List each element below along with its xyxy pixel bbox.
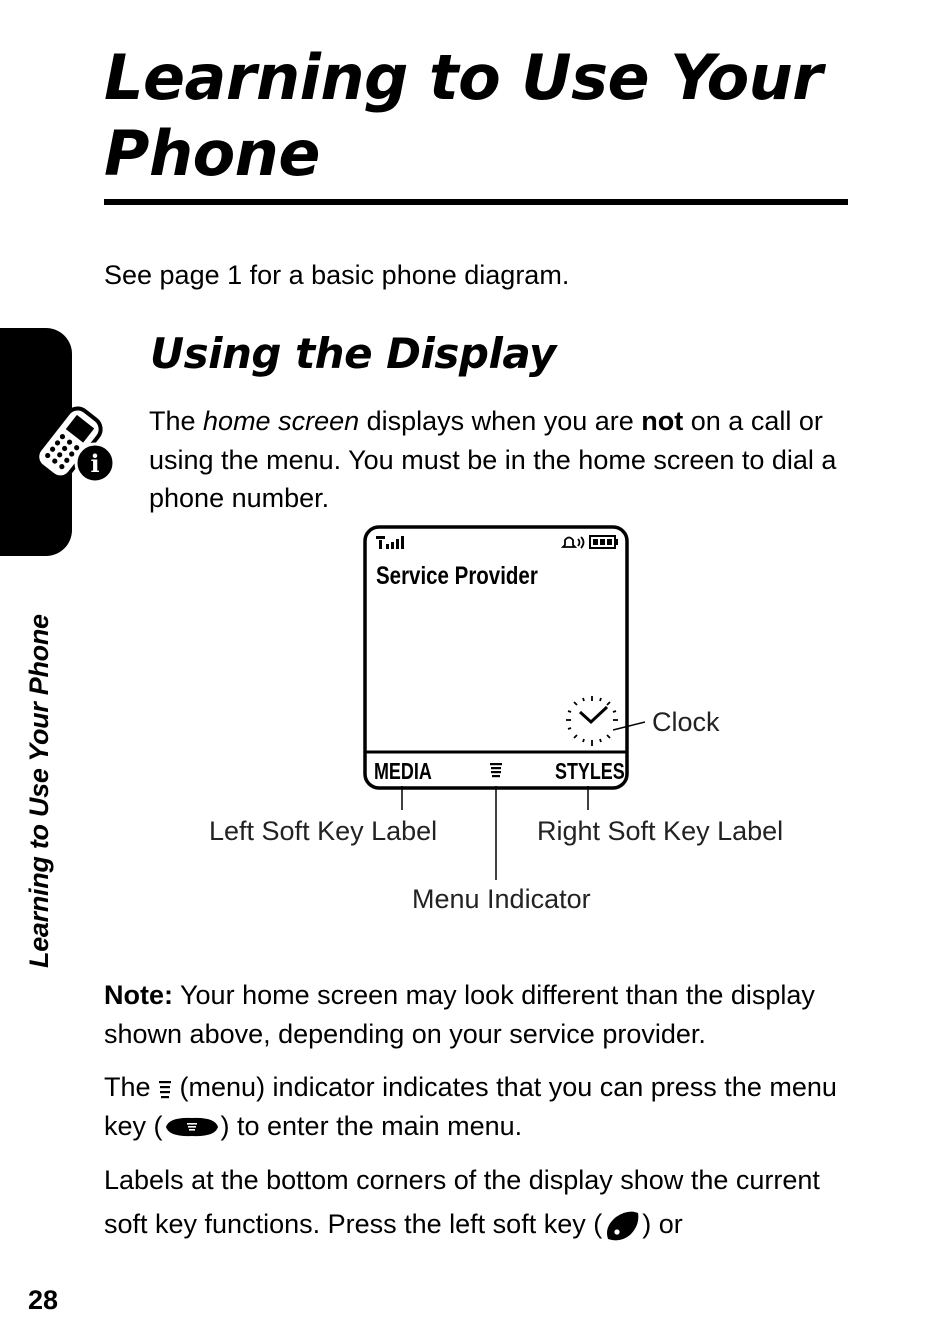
p1-text-3: on a call or using the menu. You must be in the home screen to dial a phone number.: [149, 406, 837, 513]
left-soft-key-icon: [602, 1209, 642, 1243]
clock-callout: Clock: [652, 707, 720, 737]
menu-indicator-icon-inline: [158, 1078, 172, 1100]
menu-indicator-paragraph: [104, 1068, 864, 1145]
soft-key-paragraph: [104, 1158, 864, 1246]
menu-para-text-3: ) to enter the main menu.: [220, 1110, 523, 1141]
home-screen-term: home screen: [203, 406, 360, 436]
not-emphasis: not: [641, 406, 684, 436]
note-text: Your home screen may look different than the display shown above, depending on your service provider.: [104, 980, 815, 1049]
labels-para-text-1: Labels at the bottom corners of the display show the current soft key functions. Press the left soft key (: [104, 1165, 820, 1239]
page-title: Learning to Use Your Phone: [104, 41, 823, 190]
right-soft-key-label: STYLES: [554, 758, 625, 785]
menu-key-icon: [163, 1115, 221, 1139]
labels-para-text-2: ) or: [642, 1209, 683, 1239]
menu-para-text-1: The: [104, 1072, 159, 1102]
left-soft-key-callout: Left Soft Key Label: [209, 816, 438, 846]
menu-indicator-callout: Menu Indicator: [412, 884, 591, 914]
menu-para-text-2: (menu) indicator indicates that you can press the menu key (: [104, 1072, 837, 1141]
note-label: Note:: [104, 980, 173, 1010]
side-tab-label: Learning to Use Your Phone: [24, 614, 54, 968]
intro-text: See page 1 for a basic phone diagram.: [104, 260, 570, 290]
page-number: 28: [28, 1285, 59, 1315]
right-soft-key-callout: Right Soft Key Label: [537, 816, 784, 846]
left-soft-key-label: MEDIA: [374, 758, 432, 785]
p1-text-2: displays when you are: [359, 406, 642, 436]
service-provider-text: Service Provider: [376, 561, 538, 590]
note-paragraph: [104, 976, 864, 1053]
p1-text-1: The: [149, 406, 204, 436]
svg-text:i: i: [90, 449, 100, 478]
section-heading: Using the Display: [150, 329, 556, 378]
